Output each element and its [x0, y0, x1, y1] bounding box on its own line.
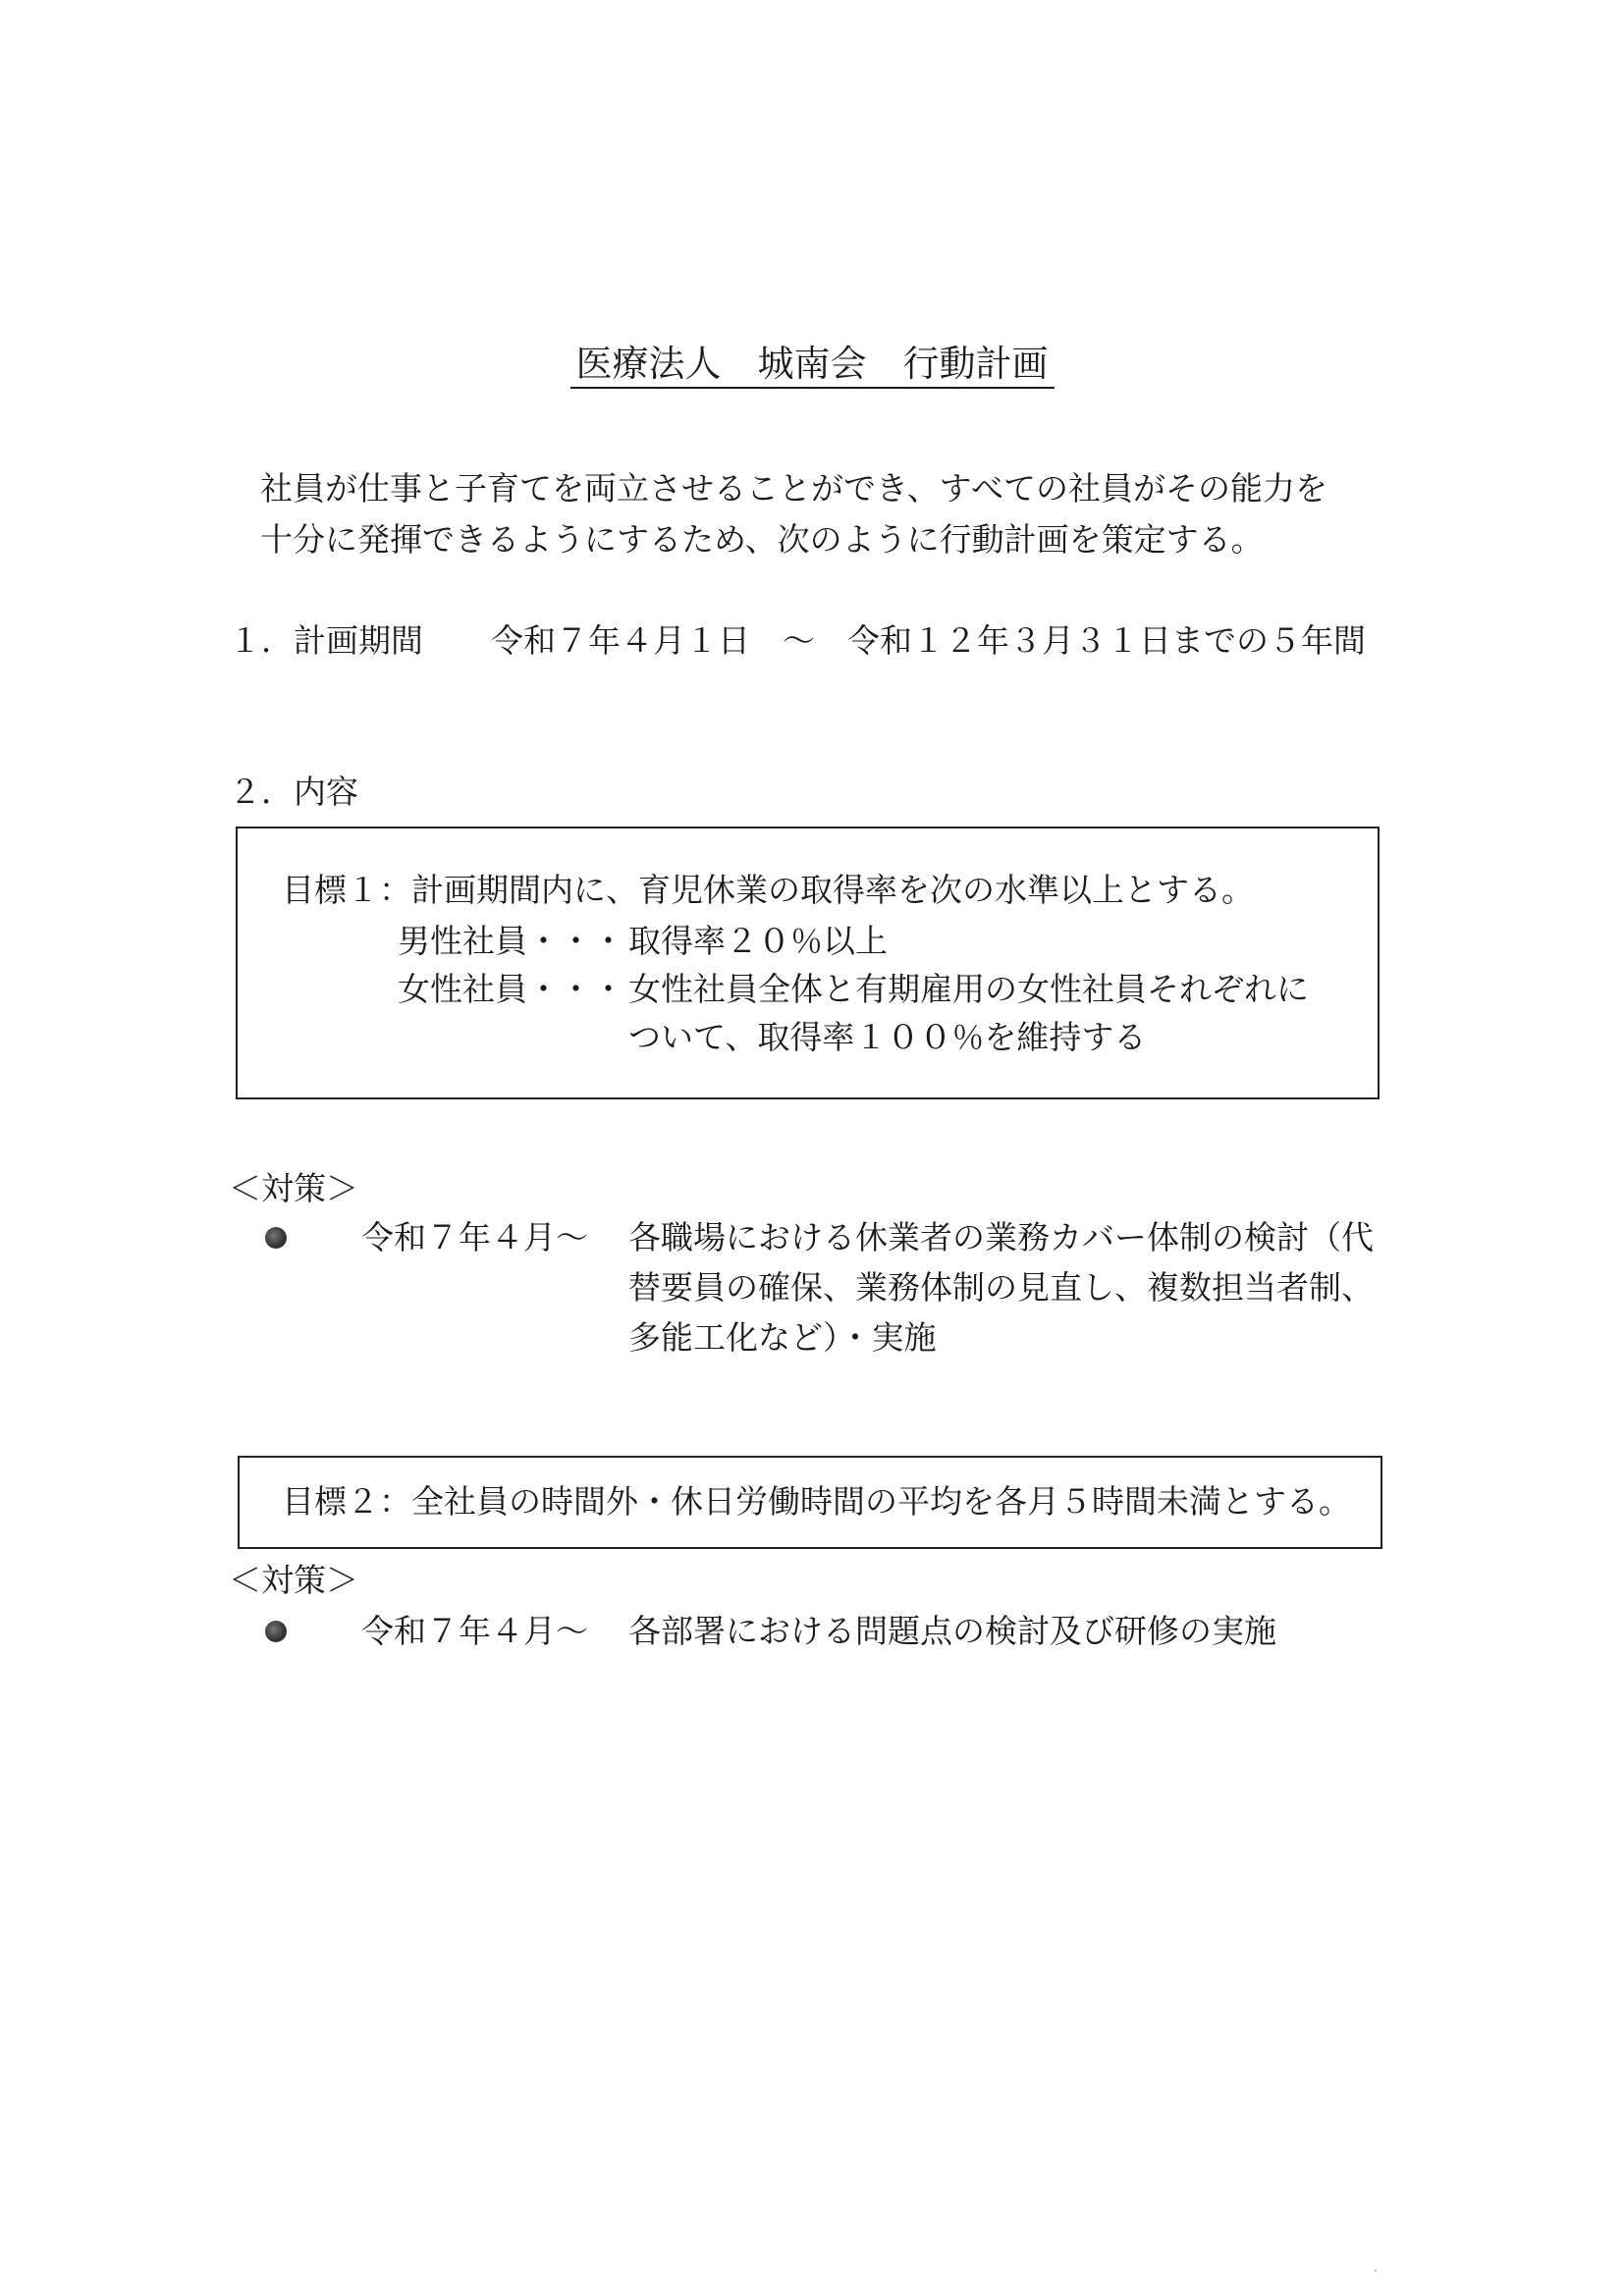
measure2-text-line-1: 各部署における問題点の検討及び研修の実施	[628, 1612, 1276, 1650]
measure1-text-line-2: 替要員の確保、業務体制の見直し、複数担当者制、	[628, 1268, 1374, 1307]
measure1-text-line-1: 各職場における休業者の業務カバー体制の検討（代	[628, 1218, 1374, 1256]
section1-period: 令和７年４月１日 ～ 令和１２年３月３１日までの５年間	[491, 621, 1366, 660]
goal1-female-value-line-1: 女性社員全体と有期雇用の女性社員それぞれに	[628, 970, 1309, 1008]
section2-label: ２．内容	[229, 773, 358, 811]
page-title	[0, 340, 1624, 389]
section1-label: １．計画期間	[229, 621, 423, 660]
goal2-line-1: 目標２：全社員の時間外・休日労働時間の平均を各月５時間未満とする。	[282, 1482, 1351, 1521]
intro-line-1: 社員が仕事と子育てを両立させることができ、すべての社員がその能力を	[260, 469, 1328, 507]
bullet-icon	[265, 1227, 287, 1249]
goal1-male-value: 取得率２０％以上	[628, 922, 888, 960]
scan-speck	[1375, 2269, 1377, 2271]
measure2-heading: ＜対策＞	[229, 1561, 358, 1599]
goal1-line-1: 目標１：計画期間内に、育児休業の取得率を次の水準以上とする。	[282, 871, 1254, 909]
bullet-icon	[265, 1621, 287, 1642]
measure1-text-line-3: 多能工化など）・実施	[628, 1318, 937, 1357]
goal1-female-value-line-2: ついて、取得率１００％を維持する	[628, 1018, 1147, 1056]
goal1-female-label: 女性社員・・・	[398, 970, 624, 1008]
goal1-male-label: 男性社員・・・	[398, 922, 624, 960]
measure1-date: 令和７年４月～	[361, 1218, 588, 1256]
page-title-text: 医療法人 城南会 行動計画	[570, 343, 1055, 389]
intro-line-2: 十分に発揮できるようにするため、次のように行動計画を策定する。	[260, 520, 1264, 559]
measure1-heading: ＜対策＞	[229, 1169, 358, 1207]
measure2-date: 令和７年４月～	[361, 1612, 588, 1650]
